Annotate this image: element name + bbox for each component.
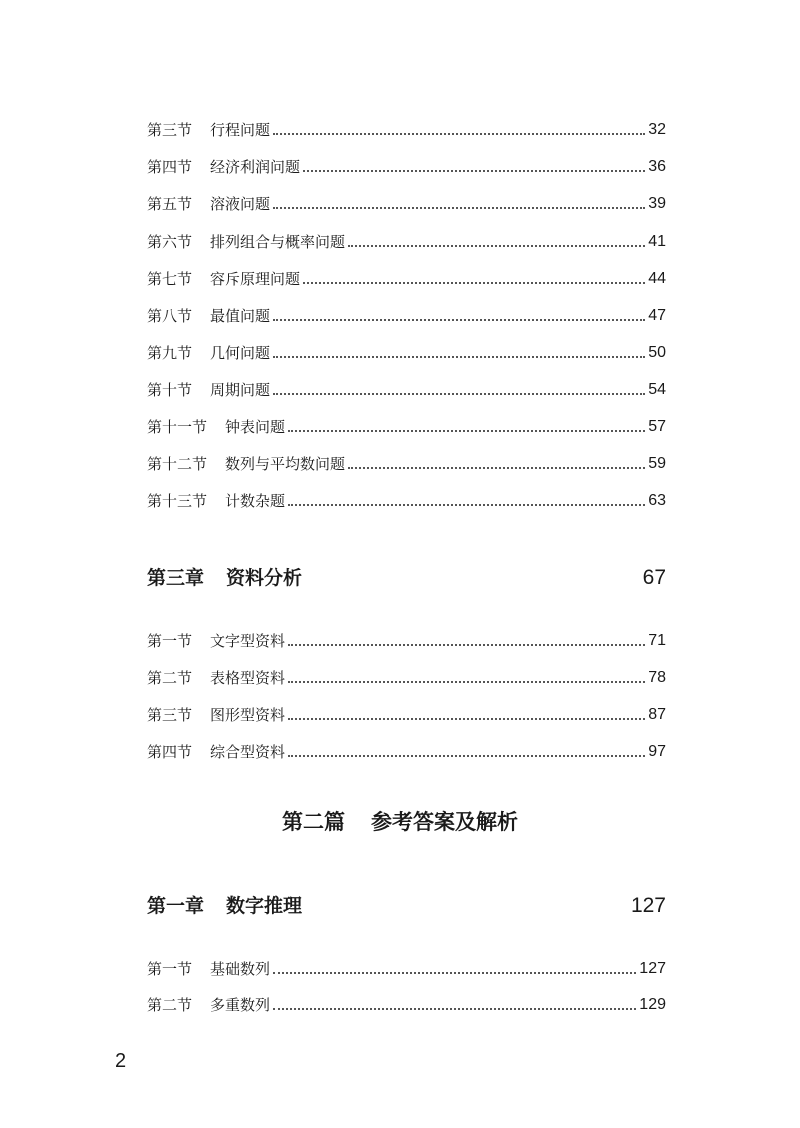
toc-page: 32 [648,121,666,138]
part-title: 参考答案及解析 [371,809,518,834]
toc-title: 行程问题 [210,121,271,139]
toc-section: 第三节 [147,121,193,139]
toc-title: 图形型资料 [210,706,286,724]
toc-leader [288,718,645,720]
toc-section: 第二节 [147,996,193,1014]
toc-title: 基础数列 [210,960,271,978]
toc-section: 第七节 [147,270,193,288]
toc-leader [273,133,645,135]
toc-page: 57 [648,418,666,435]
toc-title: 钟表问题 [225,418,286,436]
toc-entry[interactable] [147,664,666,688]
toc-leader [288,504,645,506]
toc-page: 87 [648,706,666,723]
toc-section: 第八节 [147,307,193,325]
part-heading[interactable] [0,806,800,842]
toc-page: 78 [648,669,666,686]
toc-page: 50 [648,344,666,361]
toc-title: 溶液问题 [210,195,271,213]
toc-section: 第三节 [147,706,193,724]
toc-leader [303,170,645,172]
toc-entry[interactable] [147,991,666,1015]
part-label: 第二篇 [282,809,345,834]
toc-entry[interactable] [147,153,666,177]
toc-section: 第十一节 [147,418,208,436]
toc-section: 第一节 [147,632,193,650]
toc-leader [273,207,645,209]
toc-section: 第十三节 [147,492,208,510]
toc-entry[interactable] [147,738,666,762]
toc-page: 36 [648,158,666,175]
chapter-page: 127 [630,894,666,917]
toc-page: 129 [639,996,666,1013]
toc-entry[interactable] [147,955,666,979]
toc-leader [288,644,645,646]
toc-leader [348,245,645,247]
toc-entry[interactable] [147,487,666,511]
toc-section: 第二节 [147,669,193,687]
toc-title: 多重数列 [210,996,271,1014]
toc-page: 54 [648,381,666,398]
toc-title: 排列组合与概率问题 [210,233,346,251]
page-number: 2 [115,1050,127,1072]
toc-page: 63 [648,492,666,509]
toc-entry[interactable] [147,302,666,326]
toc-page: 44 [648,270,666,287]
toc-entry[interactable] [147,413,666,437]
toc-leader [303,282,645,284]
toc-section: 第九节 [147,344,193,362]
toc-title: 容斥原理问题 [210,270,301,288]
toc-leader [273,319,645,321]
toc-leader [273,356,645,358]
toc-title: 计数杂题 [225,492,286,510]
toc-section: 第十二节 [147,455,208,473]
toc-entry[interactable] [147,116,666,140]
toc-entry[interactable] [147,701,666,725]
toc-leader [273,972,636,974]
toc-leader [273,393,645,395]
toc-section: 第四节 [147,743,193,761]
toc-entry[interactable] [147,190,666,214]
toc-leader [288,430,645,432]
chapter-label: 第一章 [147,895,205,917]
toc-title: 几何问题 [210,344,271,362]
toc-section: 第四节 [147,158,193,176]
toc-title: 经济利润问题 [210,158,301,176]
chapter-title: 数字推理 [226,895,303,917]
toc-page: 71 [648,632,666,649]
toc-leader [288,755,645,757]
toc-entry[interactable] [147,228,666,252]
chapter-page: 67 [642,566,666,589]
toc-leader [288,681,645,683]
chapter-label: 第三章 [147,567,205,589]
toc-section: 第五节 [147,195,193,213]
toc-title: 表格型资料 [210,669,286,687]
chapter-title: 资料分析 [226,567,303,589]
toc-leader [348,467,645,469]
toc-title: 综合型资料 [210,743,286,761]
toc-entry[interactable] [147,627,666,651]
toc-title: 最值问题 [210,307,271,325]
toc-page: 39 [648,195,666,212]
toc-leader [273,1008,636,1010]
toc-entry[interactable] [147,376,666,400]
toc-page: 47 [648,307,666,324]
toc-page: 97 [648,743,666,760]
toc-page: 41 [648,233,666,250]
toc-title: 周期问题 [210,381,271,399]
toc-title: 文字型资料 [210,632,286,650]
chapter-heading[interactable] [147,888,666,918]
toc-section: 第十节 [147,381,193,399]
toc-section: 第一节 [147,960,193,978]
toc-entry[interactable] [147,339,666,363]
toc-page: 127 [639,960,666,977]
toc-entry[interactable] [147,265,666,289]
toc-section: 第六节 [147,233,193,251]
chapter-heading[interactable] [147,560,666,590]
toc-page: 59 [648,455,666,472]
toc-entry[interactable] [147,450,666,474]
toc-title: 数列与平均数问题 [225,455,346,473]
